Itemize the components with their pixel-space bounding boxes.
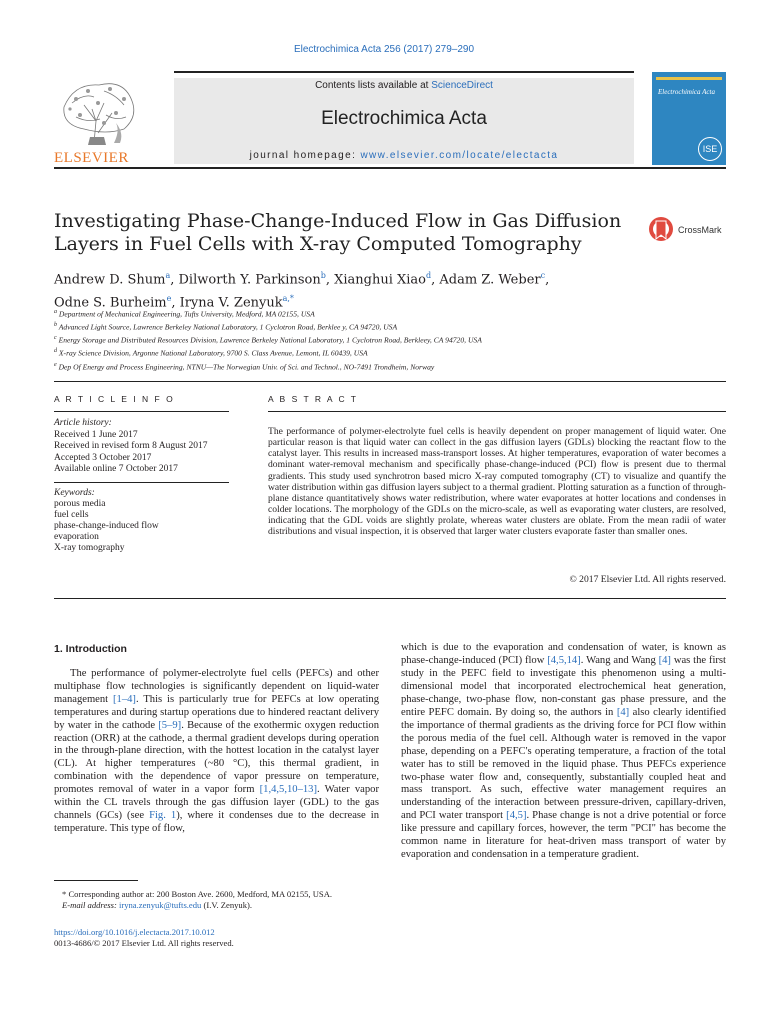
abstract-text: The performance of polymer-electrolyte fuel cells is heavily dependent on proper management of liquid water. One particular reason is that liquid water can collect in the gas diffusion layers (GDLs) blocking the reactant flow to the catalyst layer. This results in increased mass-transport losses. At higher temperatures, evaporation of water becomes a dominant water-removal mechanism and specifically phase-change-induced (PCI) flow is present due to thermal gradients. This study used synchrotron based micro X-ray computed tomography (CT) to visualize and quantify the water distribution within gas diffusion layers subject to a thermal gradient. Plotting saturation as a function of through-plane distance quantitatively shows water redistribution, where water evaporates at hotter locations and condenses in colder locations. The morphology of the GDLs on the micro-scale, as well as evaporating water clusters, are resolved, indicating that the GDL voids are slightly prolate, whereas water clusters are oblate. From the mean radii of water distributions and visual inspection, it is observed that larger water clusters evaporate faster than smaller ones.	[268, 426, 726, 538]
ise-badge: ISE	[698, 137, 722, 161]
affiliation-text: Department of Mechanical Engineering, Tufts University, Medford, MA 02155, USA	[58, 309, 315, 319]
keyword: evaporation	[54, 531, 99, 542]
email-label: E-mail address:	[62, 900, 119, 911]
crossmark-button[interactable]	[648, 215, 728, 245]
keywords-label: Keywords:	[54, 488, 95, 498]
history-entry: Accepted 3 October 2017	[54, 452, 152, 463]
abstract-rule	[268, 411, 726, 412]
author-name[interactable]: Iryna V. Zenyuk	[179, 295, 283, 311]
author-name[interactable]: Dilworth Y. Parkinson	[178, 272, 321, 288]
author-affiliation-marker[interactable]: d	[426, 271, 432, 280]
author-affiliation-marker[interactable]: a	[165, 271, 171, 280]
doi-link[interactable]: https://doi.org/10.1016/j.electacta.2017.10.012	[54, 927, 215, 937]
article-info-heading: A R T I C L E I N F O	[54, 394, 175, 404]
keywords-block	[54, 488, 229, 553]
email-suffix: (I.V. Zenyuk).	[201, 900, 253, 911]
article-history	[54, 418, 229, 476]
affiliation-marker: a	[54, 309, 57, 315]
author-list: Andrew D. Shum$^a$, Dilworth Y. Parkinson$^b$, Xianghui Xiao$^d$, Adam Z. Weber$^c$, Odne S. Burheim$^e$, Iryna V. Zenyuk$^{a,*}$	[54, 271, 550, 311]
affiliation-marker: c	[54, 335, 57, 342]
banner-bottom-rule	[54, 167, 726, 169]
contents-available-line	[174, 80, 634, 91]
cover-title: Electrochimica Acta	[658, 88, 715, 96]
author-name[interactable]: Xianghui Xiao	[334, 272, 426, 288]
journal-homepage-line	[174, 150, 634, 161]
elsevier-wordmark: ELSEVIER	[54, 150, 129, 166]
affiliation	[54, 360, 674, 373]
body-text: . Water vapor within the CL travels through the gas diffusion layer (GDL) to the gas channels (GCs) (see	[54, 784, 379, 821]
header-divider	[54, 381, 726, 382]
history-entry: Available online 7 October 2017	[54, 464, 178, 475]
author-name[interactable]: Odne S. Burheim	[54, 295, 167, 311]
body-text: . Because of the exothermic oxygen reduction reaction (ORR) at the cathode, a thermal gradient develops during operation in the through-plane direction, with the hottest location in the catalyst layer (CL). At higher temperatures (~80 °C), this thermal gradient, in combination with the dependence of vapor pressure on temperature, promotes removal of water in a vapor form	[54, 719, 379, 796]
affiliation-marker: d	[54, 348, 57, 355]
citation-link[interactable]: [1–4]	[113, 693, 136, 705]
article-title: Investigating Phase-Change-Induced Flow in Gas Diffusion Layers in Fuel Cells with X-ray Computed Tomography	[54, 210, 622, 255]
keywords-rule	[54, 482, 229, 483]
affiliation-marker: b	[54, 322, 57, 329]
citation-link[interactable]: [1,4,5,10–13]	[259, 784, 318, 796]
crossmark-icon	[648, 215, 674, 245]
body-column-right	[401, 642, 726, 862]
body-text: . Phase change is not a drive potential or force like pressure and capillary forces, however, the term "PCI" has become the common name in literature for heat-driven mass transport of water by evaporation and condensation in a temperature gradient.	[401, 810, 727, 861]
author-name[interactable]: Adam Z. Weber	[439, 272, 541, 288]
body-column-left	[54, 668, 379, 836]
affiliation	[54, 346, 674, 359]
author-email-link[interactable]: iryna.zenyuk@tufts.edu	[118, 900, 202, 911]
crossmark-label: CrossMark	[678, 225, 722, 235]
corresponding-author-footnote	[62, 889, 382, 912]
affiliation-marker: e	[54, 361, 57, 368]
affiliation-list	[54, 307, 674, 373]
body-text: which is due to the evaporation and condensation of water, is known as phase-change-induced (PCI) flow	[401, 642, 726, 666]
cover-stripe	[656, 77, 722, 80]
corresponding-author: * Corresponding author at: 200 Boston Ave. 2600, Medford, MA 02155, USA.	[62, 889, 333, 899]
body-text: ), where it condenses due to the decrease in temperature. This type of flow,	[54, 809, 379, 834]
citation-link[interactable]: [4]	[616, 706, 630, 718]
citation-link[interactable]: [5–9]	[158, 719, 182, 731]
author-affiliation-marker[interactable]: c	[540, 271, 546, 280]
history-entry: Received in revised form 8 August 2017	[54, 441, 208, 452]
keyword: X-ray tomography	[54, 542, 125, 553]
keyword: porous media	[54, 498, 106, 509]
issn-copyright: 0013-4686/© 2017 Elsevier Ltd. All rights reserved.	[54, 938, 234, 948]
author-affiliation-marker[interactable]: b	[320, 271, 326, 280]
journal-homepage-link[interactable]: www.elsevier.com/locate/electacta	[360, 150, 559, 161]
body-text: The performance of polymer-electrolyte fuel cells (PEFCs) and other multiphase flow technologies is significantly dependent on liquid-water management	[54, 668, 379, 705]
history-entry: Received 1 June 2017	[54, 429, 138, 440]
affiliation-text: Dep Of Energy and Process Engineering, NTNU—The Norwegian Univ. of Sci. and Technol., NO-7491 Trondheim, Norway	[58, 362, 435, 372]
body-text: . Wang and Wang	[580, 654, 659, 666]
journal-cover-thumbnail[interactable]	[652, 72, 726, 165]
affiliation	[54, 307, 674, 320]
journal-citation-link[interactable]: Electrochimica Acta 256 (2017) 279–290	[293, 44, 475, 55]
citation-link[interactable]: [4,5,14]	[547, 654, 581, 666]
affiliation-text: Energy Storage and Distributed Resources Division, Lawrence Berkeley National Laboratory, 1 Cyclotron Road, Berkleey, CA 94720, USA	[58, 335, 482, 345]
email-line	[62, 900, 382, 911]
body-text: was the first study in the PEFC field to investigate this phenomenon using a multi-dimensional model that incorporated electrochemical heat generation, phase-change, two-phase flow, non-constant gas phase pressure, and the entire PEFC domain. By doing so, the authors in	[401, 654, 726, 718]
author-affiliation-marker[interactable]: e	[166, 294, 172, 304]
affiliation-text: Advanced Light Source, Lawrence Berkeley National Laboratory, 1 Cyclotron Road, Berklee y, CA 94720, USA	[58, 322, 398, 332]
contents-prefix: Contents lists available at	[315, 80, 432, 91]
abstract-copyright: © 2017 Elsevier Ltd. All rights reserved.	[569, 574, 726, 585]
sciencedirect-link[interactable]: ScienceDirect	[431, 80, 493, 91]
figure-link[interactable]: Fig. 1	[149, 809, 177, 821]
journal-title: Electrochimica Acta	[321, 108, 487, 129]
citation-link[interactable]: [4]	[658, 654, 671, 666]
history-label: Article history:	[54, 418, 112, 428]
footnote-rule	[54, 880, 138, 881]
section-heading-introduction: 1. Introduction	[54, 643, 127, 655]
affiliation	[54, 333, 674, 346]
citation-link[interactable]: [4,5]	[506, 810, 527, 822]
banner-top-rule	[174, 71, 634, 73]
homepage-prefix: journal homepage:	[249, 150, 361, 161]
keyword: fuel cells	[54, 509, 89, 520]
author-name[interactable]: Andrew D. Shum	[54, 272, 166, 288]
article-info-rule	[54, 411, 229, 412]
author-affiliation-marker[interactable]: a,*	[282, 294, 294, 304]
body-text: . This is particularly true for PEFCs at low operating temperatures and during startup operations due to hindered reactant delivery by water in the cathode	[54, 693, 379, 731]
abstract-heading: A B S T R A C T	[268, 394, 359, 404]
affiliation	[54, 320, 674, 333]
front-matter-divider	[54, 598, 726, 599]
affiliation-text: X-ray Science Division, Argonne National Laboratory, 9700 S. Class Avenue, Lemont, IL 60439, USA	[58, 348, 368, 358]
keyword: phase-change-induced flow	[54, 520, 159, 531]
body-text: also clearly identified the importance of thermal gradients as the driving force for PCI flow within the porous media of the fuel cell. Although water is removed in the vapor phase, depending on a PEFC's operating temperature, a fraction of the total water has to still be removed in the liquid phase. Thus PEFCs experience two-phase water flow and, consequently, substantially coupled heat and mass transport. As such, effective water management requires an understanding of the interaction between pressure-driven, capillary-driven, and PCI water transport	[401, 706, 726, 822]
